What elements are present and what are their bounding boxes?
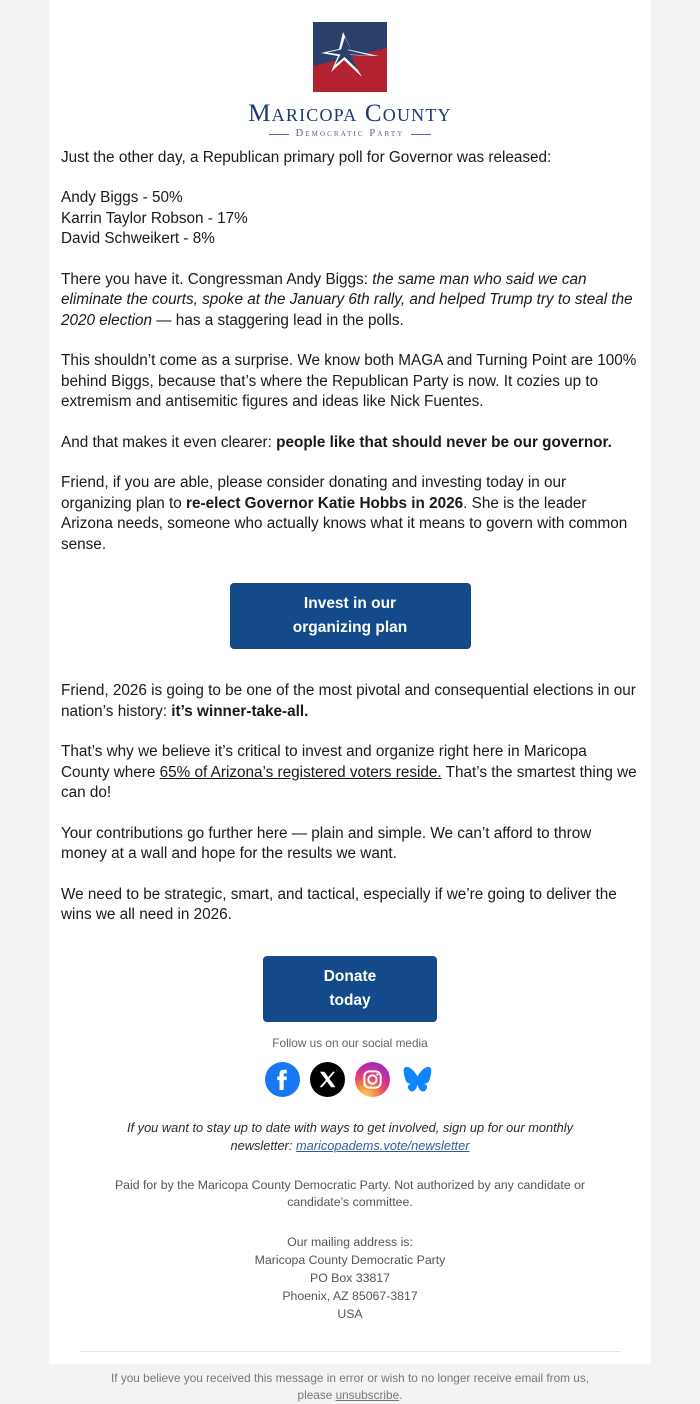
intro-paragraph: Just the other day, a Republican primary poll for Governor was released: bbox=[61, 148, 552, 166]
social-links-row bbox=[61, 1062, 639, 1097]
logo-subtitle: Democratic Party bbox=[295, 128, 405, 139]
address-heading: Our mailing address is: bbox=[287, 1234, 413, 1249]
secondary-cta-row bbox=[61, 956, 639, 1022]
facebook-icon[interactable] bbox=[265, 1062, 300, 1097]
biggs-italic-text: the same man who said we can eliminate the courts, spoke at the January 6th rally, and helped Trump try to steal the 2020 election bbox=[61, 270, 633, 329]
unsubscribe-text bbox=[95, 1370, 605, 1404]
pivotal-bold-text: it’s winner-take-all. bbox=[171, 702, 309, 720]
friend-bold-text: re-elect Governor Katie Hobbs in 2026 bbox=[186, 494, 464, 512]
address-line: USA bbox=[337, 1306, 363, 1321]
maricopa-tail-text: That’s the smartest thing we can do! bbox=[61, 763, 637, 801]
maricopa-lead-text: That’s why we believe it’s critical to invest and organize right here in Maricopa County where bbox=[61, 743, 587, 781]
contributions-paragraph: Your contributions go further here — plain and simple. We can’t afford to throw money at a wall and hope for the results we want. bbox=[61, 824, 592, 862]
unsubscribe-lead-text: If you believe you received this message in error or wish to no longer receive email from us, please bbox=[111, 1370, 589, 1402]
logo-subtitle-row bbox=[269, 129, 432, 140]
footer-divider bbox=[79, 1351, 621, 1352]
address-line: Maricopa County Democratic Party bbox=[254, 1252, 446, 1267]
logo-rule-left bbox=[269, 134, 289, 135]
logo-title: Maricopa County bbox=[248, 100, 452, 127]
logo-wordmark bbox=[248, 101, 452, 140]
email-body bbox=[49, 148, 651, 1404]
maga-paragraph: This shouldn’t come as a surprise. We know both MAGA and Turning Point are 100% behind Biggs, because that’s where the Republican Party is now. It cozies up to extremism and antisemitic figures and ideas like Nick Fuentes. bbox=[61, 352, 637, 410]
invest-organizing-plan-button[interactable] bbox=[230, 583, 471, 649]
primary-cta-row bbox=[61, 583, 639, 649]
pivotal-lead-text: Friend, 2026 is going to be one of the most pivotal and consequential elections in our nation’s history: bbox=[61, 682, 636, 720]
address-line: Phoenix, AZ 85067-3817 bbox=[282, 1288, 418, 1303]
address-line: PO Box 33817 bbox=[310, 1270, 390, 1285]
donate-today-button[interactable] bbox=[263, 956, 437, 1022]
instagram-icon[interactable] bbox=[355, 1062, 390, 1097]
poll-row: Andy Biggs - 50% bbox=[61, 189, 183, 206]
donate-button-line1: Donate bbox=[323, 967, 377, 985]
email-card bbox=[49, 0, 651, 1402]
strategic-paragraph: We need to be strategic, smart, and tactical, especially if we’re going to deliver the wins we all need in 2026. bbox=[61, 885, 617, 923]
x-twitter-icon[interactable] bbox=[310, 1062, 345, 1097]
follow-us-label: Follow us on our social media bbox=[272, 1035, 428, 1050]
biggs-paragraph bbox=[61, 270, 639, 332]
friend-tail-text: . She is the leader Arizona needs, someone who actually knows what it means to govern with common sense. bbox=[61, 494, 628, 553]
bluesky-icon[interactable] bbox=[400, 1062, 435, 1097]
unsubscribe-period: . bbox=[399, 1387, 403, 1402]
friend-donate-paragraph bbox=[61, 473, 639, 555]
logo-block bbox=[49, 0, 651, 148]
invest-button-line2: organizing plan bbox=[292, 619, 408, 636]
poll-results-list bbox=[61, 188, 639, 250]
maricopa-underline-text: 65% of Arizona’s registered voters reside. bbox=[159, 763, 442, 781]
friend-lead-text: Friend, if you are able, please consider donating and investing today in our organizing plan to bbox=[61, 474, 567, 512]
pivotal-paragraph bbox=[61, 681, 639, 722]
clearer-paragraph bbox=[61, 433, 639, 454]
newsletter-link[interactable]: maricopadems.vote/newsletter bbox=[295, 1137, 470, 1153]
poll-row: David Schweikert - 8% bbox=[61, 230, 215, 247]
party-star-logo-icon bbox=[313, 22, 387, 92]
newsletter-signup-text bbox=[95, 1119, 605, 1155]
poll-row: Karrin Taylor Robson - 17% bbox=[61, 209, 248, 227]
biggs-lead-text: There you have it. Congressman Andy Biggs: bbox=[61, 270, 373, 288]
donate-button-line2: today bbox=[329, 991, 371, 1009]
clearer-bold-text: people like that should never be our governor. bbox=[276, 433, 612, 451]
unsubscribe-link[interactable]: unsubscribe bbox=[335, 1387, 400, 1402]
biggs-tail-text: — has a staggering lead in the polls. bbox=[152, 311, 404, 329]
logo-rule-right bbox=[411, 134, 431, 135]
maricopa-paragraph bbox=[61, 742, 639, 804]
paid-for-disclaimer: Paid for by the Maricopa County Democratic Party. Not authorized by any candidate or candidate’s committee. bbox=[114, 1177, 586, 1209]
invest-button-line1: Invest in our bbox=[303, 595, 397, 612]
mailing-address-block bbox=[61, 1233, 639, 1323]
newsletter-lead-text: If you want to stay up to date with ways to get involved, sign up for our monthly newsletter: bbox=[127, 1119, 573, 1153]
clearer-lead-text: And that makes it even clearer: bbox=[61, 433, 277, 451]
